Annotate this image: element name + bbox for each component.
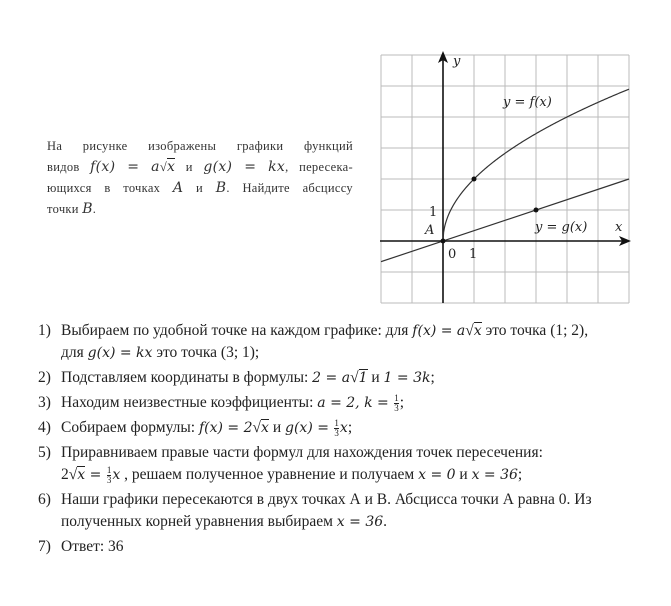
sqrt-expression <box>253 419 269 436</box>
math-expression: x <box>112 467 121 483</box>
sqrt-radicand: x <box>167 159 176 175</box>
step-number: 5) <box>38 444 51 461</box>
step-number: 4) <box>38 419 51 436</box>
math-expression: f(x) = a <box>90 159 160 175</box>
text-run: и <box>367 369 384 386</box>
text-run: Приравниваем правые части формул для нахождения точек пересечения: <box>61 444 543 461</box>
numerator: 1 <box>334 417 339 428</box>
step-number: 3) <box>38 394 51 411</box>
sqrt-icon: √ <box>252 419 262 436</box>
math-expression: B <box>215 180 227 196</box>
text-run: , решаем полученное уравнение и получаем <box>120 466 419 483</box>
math-expression: x = 0 <box>418 467 456 483</box>
text-run: ; <box>430 369 435 386</box>
g-point <box>534 208 539 213</box>
problem-line <box>47 136 353 157</box>
step-line <box>61 511 653 533</box>
math-expression: f(x) = 2 <box>198 420 253 436</box>
y-tick-label: 1 <box>429 205 438 220</box>
problem-line <box>47 157 353 178</box>
sqrt-icon: √ <box>350 369 359 386</box>
solution-list <box>38 320 653 561</box>
math-expression: B <box>82 201 93 217</box>
math-expression: f(x) = a <box>412 323 466 339</box>
solution-step <box>38 417 653 439</box>
text-run: Наши графики пересекаются в двух точках А и В. Абсцисса точки А равна 0. Из <box>61 491 592 508</box>
solution-step <box>38 320 653 364</box>
f-point <box>472 177 477 182</box>
math-expression: g(x) = <box>285 420 334 436</box>
origin-label: 0 <box>448 247 457 262</box>
text-run: . <box>383 513 388 530</box>
math-expression: 1 = 3k <box>383 370 431 386</box>
denominator: 3 <box>106 474 112 485</box>
numerator: 1 <box>106 464 112 475</box>
fraction <box>394 394 399 413</box>
text-run: и <box>183 181 216 195</box>
text-run: и <box>175 160 204 174</box>
text-run: Собираем формулы: <box>61 419 199 436</box>
math-expression: g(x) = kx <box>203 159 286 175</box>
denominator: 3 <box>334 427 339 438</box>
math-expression: a = 2, k = <box>317 395 394 411</box>
function-graph <box>375 45 640 310</box>
math-expression: A <box>172 180 184 196</box>
step-line <box>61 536 653 558</box>
y-axis-label: y <box>453 54 461 69</box>
step-line <box>61 442 653 464</box>
numerator: 1 <box>394 392 399 403</box>
text-run: это точка (3; 1); <box>152 344 260 361</box>
step-number: 1) <box>38 322 51 339</box>
math-expression: x = 36 <box>336 514 384 530</box>
solution-step <box>38 489 653 533</box>
text-run: ; <box>347 419 353 436</box>
text-run: ; <box>517 466 523 483</box>
problem-line <box>47 199 353 220</box>
step-line <box>61 342 653 364</box>
text-run: видов <box>47 160 91 174</box>
sqrt-radicand: x <box>473 323 482 339</box>
sqrt-radicand: 1 <box>358 370 368 386</box>
text-run: ; <box>399 394 404 411</box>
text-run: точки <box>47 202 83 216</box>
math-expression: g(x) = kx <box>87 345 153 361</box>
step-line <box>61 367 653 389</box>
fraction <box>334 419 339 438</box>
text-run: и <box>268 419 285 436</box>
solution-step <box>38 536 653 558</box>
fraction <box>107 466 112 485</box>
text-run: это точка (1; 2), <box>481 322 589 339</box>
sqrt-expression <box>160 160 175 174</box>
step-line <box>61 392 653 414</box>
g-label: y = g(x) <box>535 220 588 235</box>
solution-step <box>38 367 653 389</box>
point-a <box>441 239 446 244</box>
text-run: для <box>61 344 88 361</box>
sqrt-expression <box>350 369 367 386</box>
text-run: . Найдите абсциссу <box>226 181 353 195</box>
point-a-label: A <box>425 223 435 238</box>
step-number: 6) <box>38 491 51 508</box>
f-label: y = f(x) <box>503 95 552 110</box>
text-run: Ответ: 36 <box>61 538 124 555</box>
step-line <box>61 320 653 342</box>
sqrt-expression <box>465 322 481 339</box>
solution-step <box>38 442 653 486</box>
text-run: 2 <box>61 466 69 483</box>
step-number: 7) <box>38 538 51 555</box>
sqrt-radicand: x <box>261 420 269 436</box>
x-tick-label: 1 <box>469 247 478 262</box>
text-run: ющихся в точках <box>47 181 173 195</box>
denominator: 3 <box>394 402 399 413</box>
solution-step <box>38 392 653 414</box>
step-number: 2) <box>38 369 51 386</box>
grid <box>381 55 629 303</box>
x-axis-label: x <box>615 220 623 235</box>
text-run: Находим неизвестные коэффициенты: <box>61 394 318 411</box>
sqrt-radicand: x <box>77 467 86 483</box>
sqrt-icon: √ <box>465 322 474 339</box>
text-run: . <box>92 202 97 216</box>
math-expression: x <box>339 420 348 436</box>
sqrt-expression <box>69 466 85 483</box>
text-run: , пересека- <box>285 160 353 174</box>
text-run: Выбираем по удобной точке на каждом графике: для <box>61 322 413 339</box>
text-run: Подставляем координаты в формулы: <box>61 369 313 386</box>
sqrt-icon: √ <box>68 466 78 483</box>
math-expression: 2 = a <box>312 370 351 386</box>
step-line <box>61 464 653 486</box>
text-run: и <box>455 466 472 483</box>
problem-line <box>47 178 353 199</box>
step-line <box>61 417 653 439</box>
math-expression: x = 36 <box>471 467 518 483</box>
text-run: На рисунке изображены графики функций <box>47 139 353 153</box>
step-line <box>61 489 653 511</box>
text-run: полученных корней уравнения выбираем <box>61 513 337 530</box>
problem-statement <box>47 136 353 220</box>
math-expression: = <box>85 467 106 483</box>
sqrt-icon: √ <box>159 160 167 174</box>
